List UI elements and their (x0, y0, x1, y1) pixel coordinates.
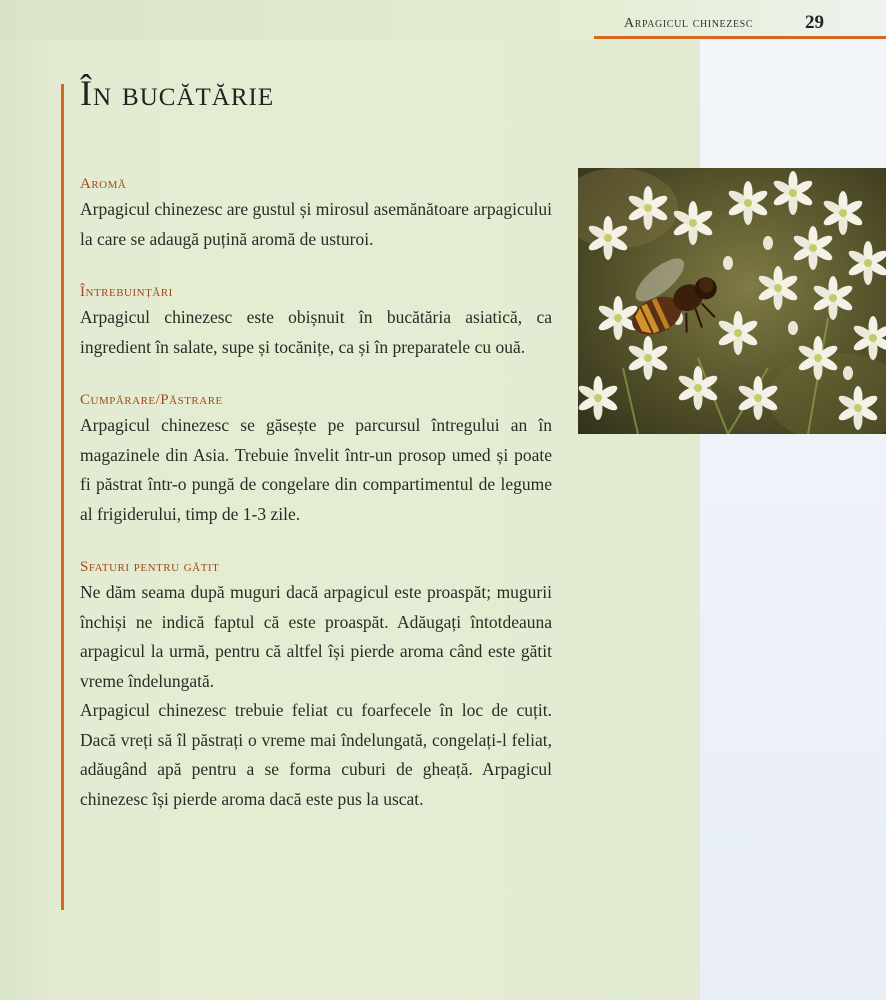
paragraph: Arpagicul chinezesc este obișnuit în bucătăria asiatică, ca ingredient în salate, supe și tocănițe, ca și în preparatele cu ouă. (80, 307, 552, 357)
main-content (80, 176, 552, 844)
chapter-title: În bucătărie (80, 73, 275, 113)
section-heading: Sfaturi pentru gătit (80, 559, 220, 575)
section-uses (80, 284, 552, 362)
running-head: Arpagicul chinezesc (624, 16, 754, 31)
paragraph: Arpagicul chinezesc trebuie feliat cu foarfecele în loc de cuțit. Dacă vreți să îl păstrați o vreme mai îndelungată, congelați-l feliat, adăugând apă pentru a se forma cuburi de gheață. Arpagicul chinezesc își pierde aroma dacă este pus la uscat. (80, 700, 552, 809)
header-rule (594, 36, 886, 39)
section-aroma (80, 176, 552, 254)
section-storage (80, 392, 552, 529)
paragraph: Arpagicul chinezesc are gustul și mirosul asemănătoare arpagicului la care se adaugă puțină aromă de usturoi. (80, 199, 552, 249)
section-heading: Aromă (80, 176, 127, 192)
section-cooking-tips (80, 559, 552, 814)
section-heading: Întrebuințări (80, 284, 173, 300)
paragraph: Arpagicul chinezesc se găsește pe parcursul întregului an în magazinele din Asia. Trebuie învelit într-un prosop umed și poate fi păstrat într-o pungă de congelare din compartimentul de legume al frigiderului, timp de 1-3 zile. (80, 415, 552, 524)
section-heading: Cumpărare/Păstrare (80, 392, 223, 408)
flower-illustration (578, 168, 886, 434)
page-number: 29 (805, 12, 824, 33)
photo-bee-on-chive-flowers (578, 168, 886, 434)
paragraph: Ne dăm seama după muguri dacă arpagicul este proaspăt; mugurii închiși ne indică faptul că este proaspăt. Adăugați întotdeauna arpagicul la urmă, pentru că altfel își pierde aroma când este gătit vreme îndelungată. (80, 582, 552, 691)
chapter-side-rule (61, 84, 64, 910)
